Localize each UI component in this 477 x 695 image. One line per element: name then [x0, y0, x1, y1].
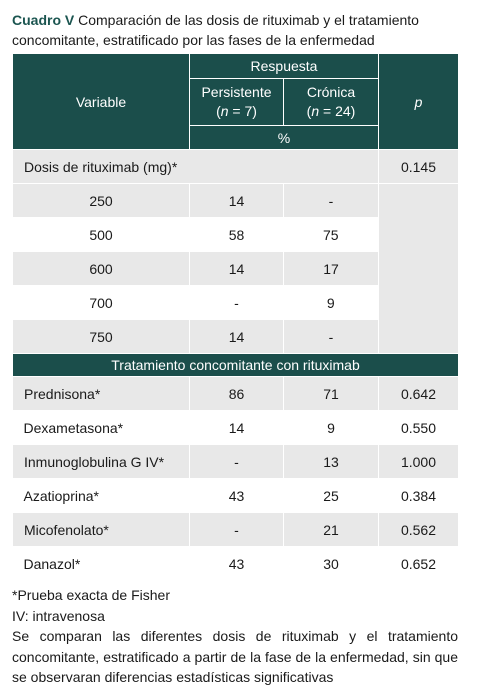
table-row: [13, 184, 459, 218]
persistente-value: 86: [190, 377, 284, 411]
cronica-value: -: [284, 184, 379, 218]
table-caption: [12, 10, 467, 50]
dose-value: 750: [13, 320, 190, 354]
cronica-value: 75: [322, 226, 339, 243]
cronica-value: 30: [323, 555, 339, 572]
persistente-value: 14: [190, 184, 284, 218]
header-cronica-n: (n = 24): [306, 103, 356, 119]
cronica-value: 9: [327, 419, 335, 436]
treatment-name: Prednisona*: [13, 377, 190, 411]
dose-p-value: 0.145: [379, 150, 459, 184]
header-cronica: [284, 79, 379, 126]
cronica-value: 9: [326, 294, 335, 311]
cronica-value: -: [284, 320, 379, 354]
persistente-value: 58: [228, 226, 245, 243]
header-respuesta: Respuesta: [190, 54, 379, 79]
caption-text: Comparación de las dosis de rituximab y el tratamiento concomitante, estratificado por las fases de la enfermedad: [12, 12, 419, 48]
persistente-value: -: [234, 294, 239, 311]
table-row: [13, 479, 459, 513]
persistente-value: 43: [228, 555, 245, 572]
header-persistente: [190, 79, 284, 126]
dose-value: 250: [13, 184, 190, 218]
cronica-value: 21: [284, 513, 379, 547]
dose-label-row: [13, 150, 459, 184]
header-p: [379, 54, 459, 150]
dose-value: 700: [89, 294, 113, 311]
dose-value: 600: [13, 252, 190, 286]
comparison-table: [12, 53, 459, 580]
header-variable: Variable: [13, 54, 190, 150]
p-value: 0.652: [400, 555, 437, 572]
table-row: [13, 377, 459, 411]
persistente-value: -: [190, 445, 284, 479]
note-iv: IV: intravenosa: [12, 607, 105, 624]
cronica-value: 71: [284, 377, 379, 411]
header-persistente-label: Persistente: [201, 84, 272, 100]
p-value: 0.642: [379, 377, 459, 411]
treatment-name: Dexametasona*: [23, 419, 124, 436]
table-notes: [12, 585, 458, 688]
persistente-value: 14: [190, 252, 284, 286]
cronica-value: 25: [323, 487, 339, 504]
treatment-name: Azatioprina*: [23, 487, 99, 504]
header-cronica-label: Crónica: [306, 84, 356, 100]
persistente-value: -: [190, 513, 284, 547]
p-value: 0.562: [379, 513, 459, 547]
persistente-value: 43: [228, 487, 245, 504]
note-summary: Se comparan las diferentes dosis de rituximab y el tratamiento concomitante, estratificado a partir de la fase de la enfermedad, sin que se observaran diferencias estadísticas significativas: [12, 628, 458, 685]
header-p-label: p: [414, 93, 423, 110]
persistente-value: 14: [228, 419, 245, 436]
p-value: 0.550: [400, 419, 437, 436]
header-persistente-n: (n = 7): [216, 103, 257, 119]
caption-label: Cuadro V: [12, 12, 75, 28]
table-row: [13, 411, 459, 445]
cronica-value: 13: [284, 445, 379, 479]
table-row: [13, 445, 459, 479]
table-row: [13, 513, 459, 547]
treatment-name: Inmunoglobulina G IV*: [13, 445, 190, 479]
p-value: 1.000: [379, 445, 459, 479]
section-title: Tratamiento concomitante con rituximab: [13, 354, 459, 377]
treatment-name: Micofenolato*: [13, 513, 190, 547]
p-value: 0.384: [400, 487, 437, 504]
dose-label: Dosis de rituximab (mg)*: [13, 150, 379, 184]
header-percent: %: [190, 126, 379, 150]
cronica-value: 17: [284, 252, 379, 286]
persistente-value: 14: [190, 320, 284, 354]
treatment-name: Danazol*: [23, 555, 81, 572]
dose-value: 500: [89, 226, 113, 243]
dose-p-blank: [379, 184, 459, 354]
note-fisher: *Prueba exacta de Fisher: [12, 587, 170, 603]
table-row: [13, 547, 459, 581]
